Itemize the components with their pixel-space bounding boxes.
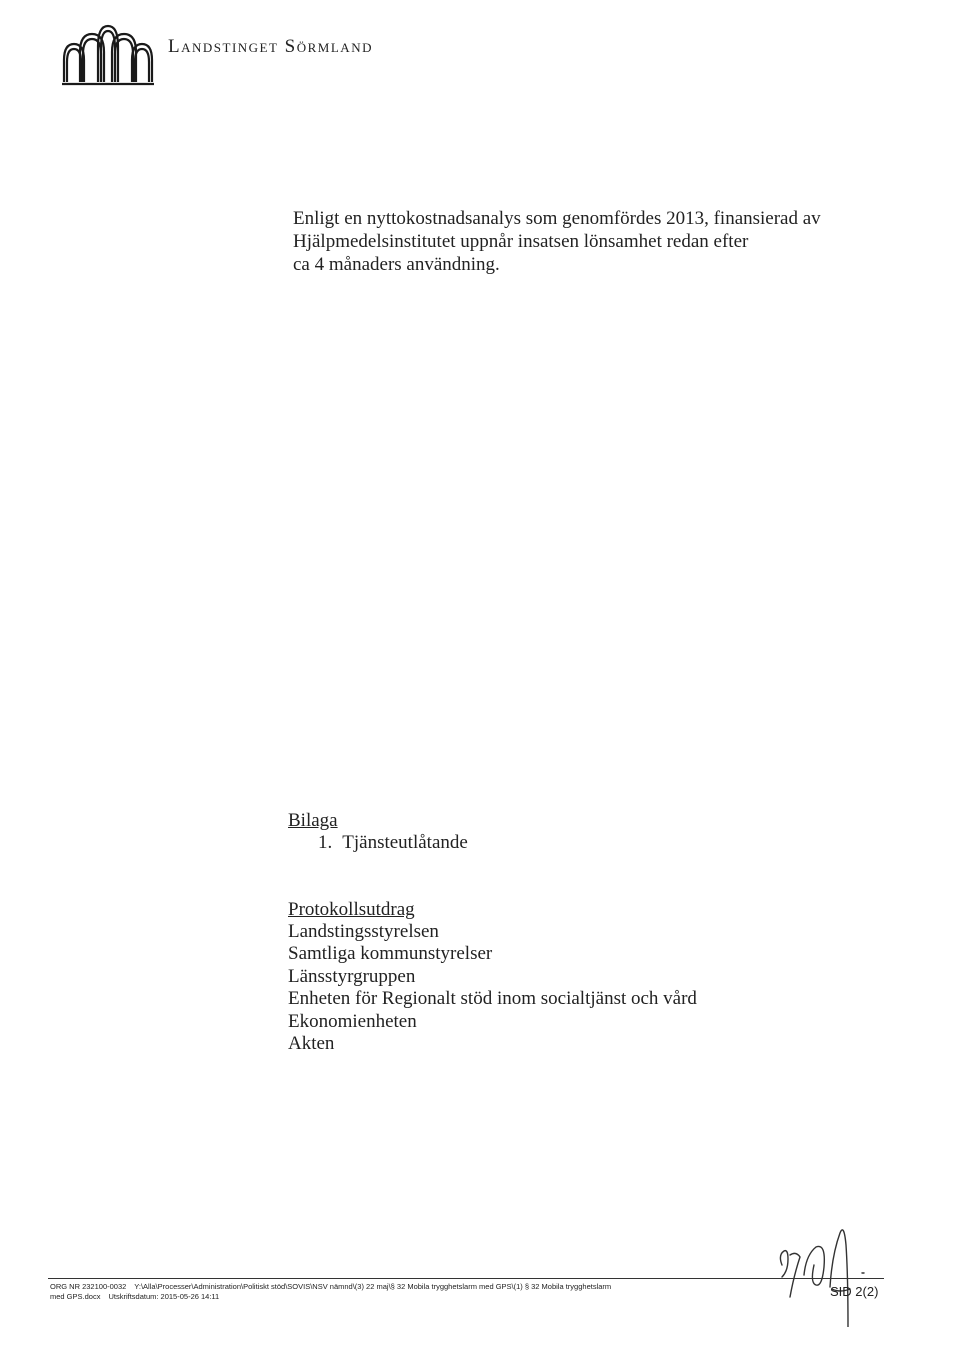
footer-text <box>50 1282 619 1302</box>
paragraph-line: ca 4 månaders användning. <box>293 254 500 275</box>
recipient-item: Landstingsstyrelsen <box>288 921 439 942</box>
footer-path-continued: med GPS.docx <box>50 1292 101 1301</box>
body-paragraph <box>293 207 893 276</box>
footer-org-nr: ORG NR 232100-0032 <box>50 1282 127 1291</box>
footer-print-date: Utskriftsdatum: 2015-05-26 14:11 <box>108 1292 220 1301</box>
footer-rule <box>48 1278 884 1279</box>
recipient-item: Enheten för Regionalt stöd inom socialtjänst och vård <box>288 988 697 1010</box>
recipient-item: Samtliga kommunstyrelser <box>288 943 493 965</box>
paragraph-line: Enligt en nyttokostnadsanalys som genomfördes 2013, finansierad av <box>293 208 821 229</box>
footer-path: Y:\Alla\Processer\Administration\Politiskt stöd\SOVIS\NSV nämnd\(3) 22 maj\§ 32 Mobila trygghetslarm med GPS\(1) § 32 Mobila trygghetslarm <box>134 1282 612 1291</box>
bilaga-item <box>318 832 468 854</box>
bilaga-heading: Bilaga <box>288 810 338 831</box>
crown-arches-logo-icon <box>58 22 158 88</box>
org-name: Landstinget Sörmland <box>168 36 373 57</box>
recipient-item: Länsstyrgruppen <box>288 965 416 987</box>
bilaga-item-text: Tjänsteutlåtande <box>342 832 468 853</box>
page-number: SID 2(2) <box>830 1284 879 1299</box>
distribution-heading: Protokollsutdrag <box>288 899 415 920</box>
bilaga-item-number: 1. <box>318 832 333 853</box>
recipient-item: Akten <box>288 1033 335 1055</box>
recipient-item: Ekonomienheten <box>288 1010 417 1032</box>
paragraph-line: Hjälpmedelsinstitutet uppnår insatsen lönsamhet redan efter <box>293 231 749 252</box>
handwritten-initials-signature <box>770 1215 880 1327</box>
distribution-list <box>288 921 697 1055</box>
